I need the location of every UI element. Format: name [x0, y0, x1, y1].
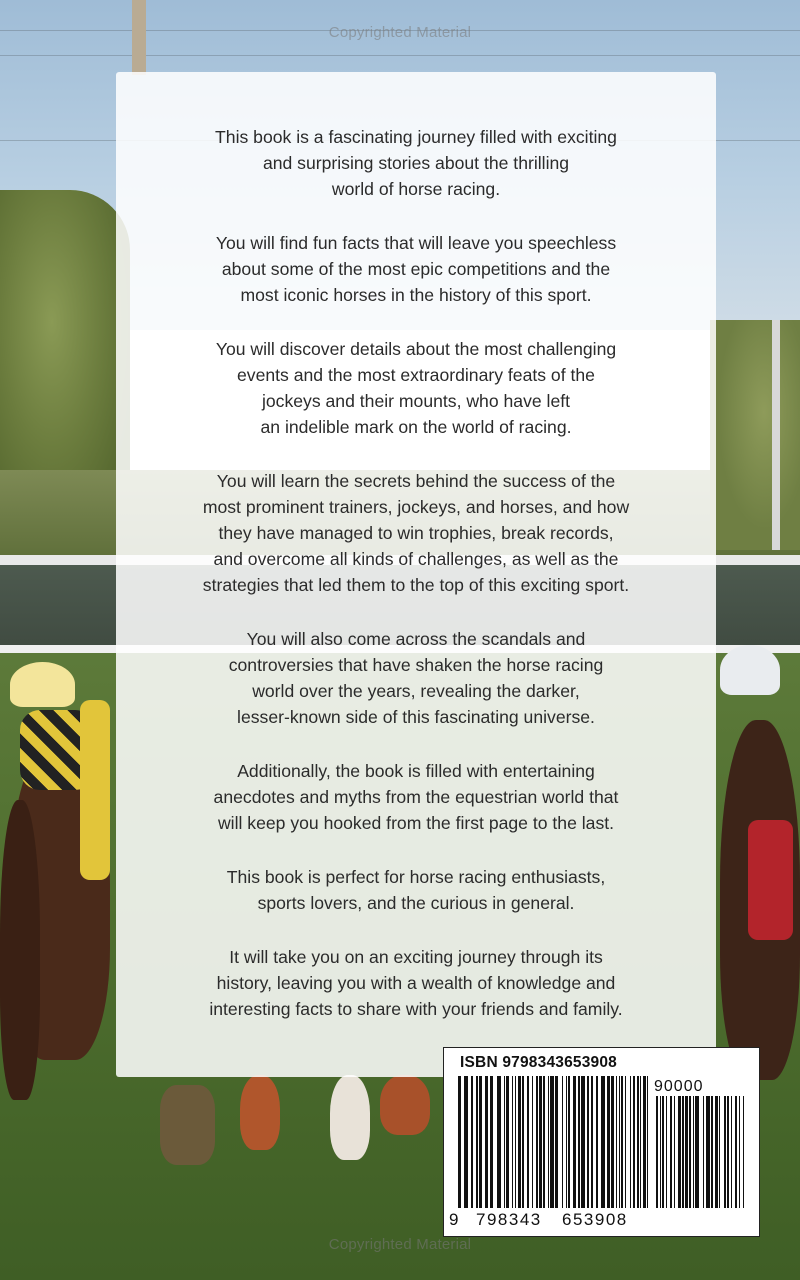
barcode-bar: [678, 1096, 681, 1208]
power-line: [0, 55, 800, 56]
barcode-bar: [591, 1076, 593, 1208]
barcode-bar: [512, 1076, 513, 1208]
description-line: You will find fun facts that will leave you speechless: [215, 233, 617, 253]
jockey-helmet: [10, 662, 75, 707]
barcode-addon-bars: [656, 1096, 746, 1208]
description-line: You will learn the secrets behind the success of the: [216, 471, 616, 491]
description-paragraph: [116, 626, 716, 730]
barcode-bar: [518, 1076, 521, 1208]
barcode-bar: [555, 1076, 558, 1208]
barcode-bar: [619, 1076, 620, 1208]
description-line: they have managed to win trophies, break records,: [218, 523, 614, 543]
description-line: and surprising stories about the thrilling: [262, 153, 570, 173]
description-paragraph: [116, 230, 716, 308]
horse-left-leg: [0, 800, 40, 1100]
barcode-bar: [743, 1096, 744, 1208]
description-line: It will take you on an exciting journey through its: [229, 947, 603, 967]
barcode-bar: [532, 1076, 533, 1208]
dirt-splash: [160, 1085, 215, 1165]
horse-leg: [330, 1075, 370, 1160]
isbn-barcode: [443, 1047, 760, 1237]
barcode-bar: [581, 1076, 585, 1208]
description-line: most prominent trainers, jockeys, and horses, and how: [202, 497, 630, 517]
barcode-bar: [689, 1096, 691, 1208]
barcode-bar: [497, 1076, 501, 1208]
description-line: world of horse racing.: [331, 179, 501, 199]
description-panel: [116, 72, 716, 1077]
barcode-bar: [660, 1096, 661, 1208]
barcode-bar: [693, 1096, 694, 1208]
watermark-bottom: Copyrighted Material: [328, 1236, 472, 1253]
barcode-digit-group2: 653908: [562, 1210, 628, 1229]
description-line: will keep you hooked from the first page to the last.: [217, 813, 615, 833]
description-paragraph: [116, 468, 716, 598]
description-line: jockeys and their mounts, who have left: [261, 391, 571, 411]
barcode-bar: [536, 1076, 538, 1208]
barcode-main-bars: [458, 1076, 648, 1208]
description-paragraph: [116, 864, 716, 916]
barcode-digit-first: 9: [449, 1210, 459, 1229]
description-line: events and the most extraordinary feats of the: [237, 365, 595, 385]
description-line: lesser-known side of this fascinating universe.: [237, 707, 595, 727]
barcode-bar: [643, 1076, 646, 1208]
barcode-bar: [731, 1096, 732, 1208]
isbn-label: ISBN 9798343653908: [460, 1054, 618, 1071]
barcode-bar: [596, 1076, 598, 1208]
barcode-bar: [490, 1076, 493, 1208]
barcode-bar: [637, 1076, 639, 1208]
description-line: history, leaving you with a wealth of knowledge and: [216, 973, 616, 993]
barcode-bar: [640, 1076, 641, 1208]
barcode-bar: [724, 1096, 726, 1208]
barcode-bar: [656, 1096, 658, 1208]
barcode-bar: [550, 1076, 554, 1208]
barcode-bar: [706, 1096, 710, 1208]
trees-right: [710, 320, 800, 550]
barcode-bar: [682, 1096, 684, 1208]
barcode-bar: [715, 1096, 718, 1208]
description-line: world over the years, revealing the darker,: [252, 681, 580, 701]
finish-pole: [772, 320, 780, 550]
description-paragraph: [116, 944, 716, 1022]
barcode-bar: [539, 1076, 542, 1208]
barcode-bar: [727, 1096, 729, 1208]
barcode-bar: [464, 1076, 468, 1208]
barcode-bar: [625, 1076, 626, 1208]
barcode-bar: [630, 1076, 631, 1208]
barcode-bar: [458, 1076, 461, 1208]
description-line: controversies that have shaken the horse racing: [228, 655, 604, 675]
description-paragraph: [116, 758, 716, 836]
barcode-bar: [735, 1096, 737, 1208]
barcode-bar: [611, 1076, 614, 1208]
description-line: You will also come across the scandals and: [246, 629, 586, 649]
barcode-bar: [719, 1096, 720, 1208]
barcode-bar: [522, 1076, 524, 1208]
barcode-bar: [601, 1076, 605, 1208]
barcode-bar: [476, 1076, 478, 1208]
barcode-bar: [711, 1096, 713, 1208]
description-line: strategies that led them to the top of this exciting sport.: [202, 575, 630, 595]
barcode-bar: [587, 1076, 589, 1208]
description-line: This book is perfect for horse racing enthusiasts,: [226, 867, 606, 887]
barcode-bar: [573, 1076, 576, 1208]
barcode-bar: [566, 1076, 567, 1208]
barcode-digit-group1: 798343: [476, 1210, 542, 1229]
description-line: interesting facts to share with your friends and family.: [209, 999, 623, 1019]
saddle-cloth: [748, 820, 793, 940]
description-line: an indelible mark on the world of racing.: [260, 417, 572, 437]
description-line: You will discover details about the most challenging: [215, 339, 617, 359]
jockey-arm: [80, 700, 110, 880]
barcode-bar: [670, 1096, 672, 1208]
barcode-bar: [562, 1076, 563, 1208]
barcode-bar: [695, 1096, 699, 1208]
barcode-bar: [633, 1076, 635, 1208]
barcode-bar: [568, 1076, 570, 1208]
barcode-bar: [739, 1096, 740, 1208]
barcode-bar: [685, 1096, 688, 1208]
barcode-bar: [504, 1076, 505, 1208]
description-text: [116, 124, 716, 1050]
barcode-bar: [543, 1076, 545, 1208]
description-line: about some of the most epic competitions and the: [221, 259, 611, 279]
description-paragraph: [116, 124, 716, 202]
barcode-bar: [674, 1096, 675, 1208]
barcode-bar: [578, 1076, 580, 1208]
barcode-bar: [479, 1076, 482, 1208]
barcode-bar: [471, 1076, 473, 1208]
barcode-bar: [703, 1096, 704, 1208]
description-line: sports lovers, and the curious in general.: [257, 893, 575, 913]
barcode-bar: [548, 1076, 549, 1208]
barcode-bar: [662, 1096, 664, 1208]
barcode-bar: [485, 1076, 488, 1208]
description-paragraph: [116, 336, 716, 440]
barcode-bar: [666, 1096, 667, 1208]
description-line: and overcome all kinds of challenges, as well as the: [213, 549, 619, 569]
description-line: This book is a fascinating journey filled with exciting: [215, 127, 617, 147]
description-line: most iconic horses in the history of this sport.: [240, 285, 592, 305]
barcode-bar: [621, 1076, 623, 1208]
barcode-bar: [616, 1076, 617, 1208]
barcode-bar: [515, 1076, 516, 1208]
price-code: 90000: [654, 1078, 704, 1095]
watermark-top: Copyrighted Material: [328, 24, 472, 41]
barcode-bar: [506, 1076, 509, 1208]
description-line: Additionally, the book is filled with entertaining: [237, 761, 595, 781]
horse-leg: [240, 1075, 280, 1150]
horse-leg: [380, 1075, 430, 1135]
jockey-helmet: [720, 645, 780, 695]
barcode-bar: [647, 1076, 648, 1208]
barcode-bar: [527, 1076, 529, 1208]
description-line: anecdotes and myths from the equestrian world that: [213, 787, 619, 807]
barcode-bar: [607, 1076, 610, 1208]
